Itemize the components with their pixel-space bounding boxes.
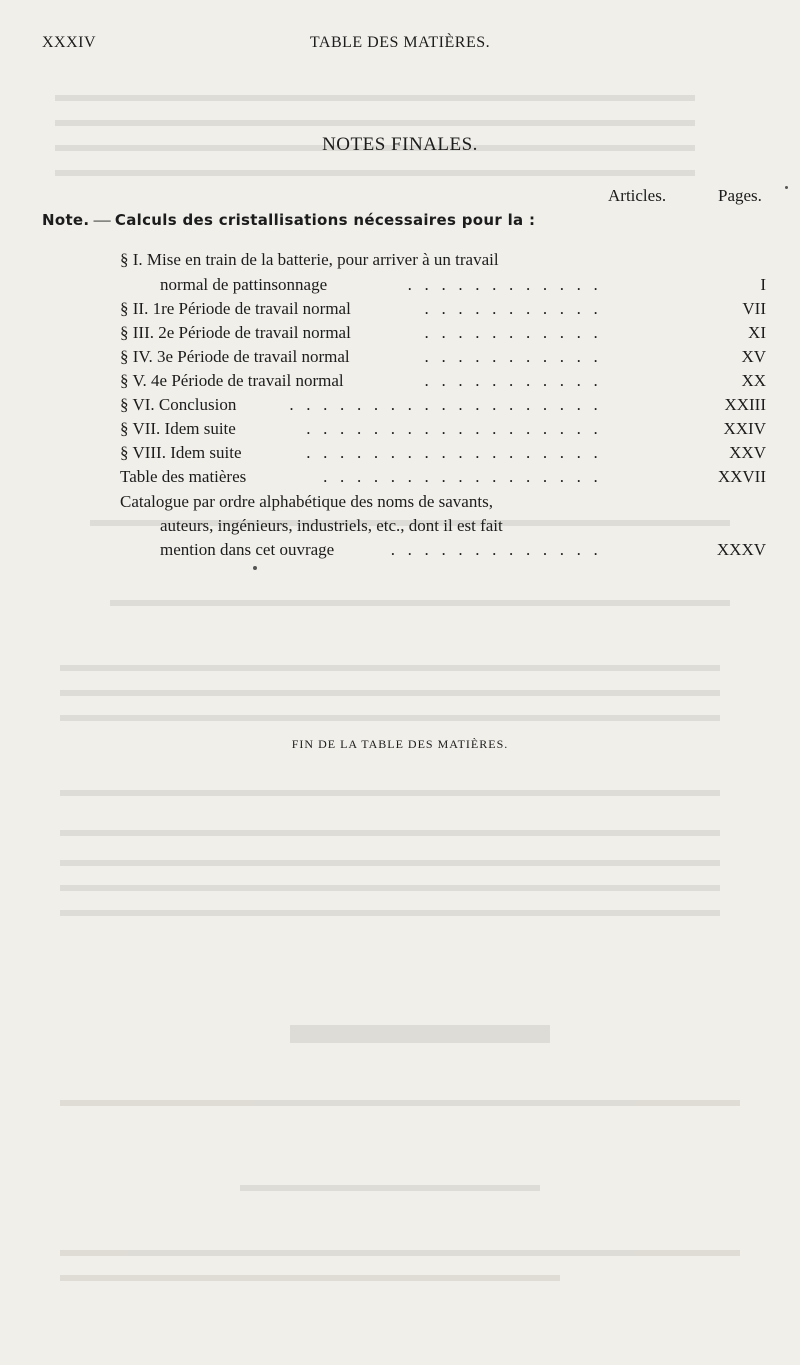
toc-entry[interactable] <box>120 321 770 345</box>
toc-entry[interactable] <box>120 345 770 369</box>
section-title: NOTES FINALES. <box>322 134 478 155</box>
toc-entry-text: Table des matières <box>120 467 247 486</box>
leader-dots: . . . . . . . . . . . <box>424 371 602 390</box>
toc-page-number: XXIV <box>723 419 766 438</box>
toc-entry[interactable] <box>120 369 770 393</box>
toc-page-number: XXVII <box>717 467 766 486</box>
toc-entry-text: Catalogue par ordre alphabétique des noms de savants, <box>120 492 493 511</box>
toc-entry-text: normal de pattinsonnage <box>160 275 328 294</box>
toc-entry-text: § II. 1re Période de travail normal <box>120 299 351 318</box>
toc-entry[interactable] <box>120 441 770 465</box>
toc-entry-text: § VIII. Idem suite <box>120 443 242 462</box>
pages-column-header: Pages. <box>718 186 762 205</box>
leader-dots: . . . . . . . . . . . . . . . . . . <box>306 443 602 462</box>
note-dash: — <box>93 210 111 229</box>
toc-entry[interactable] <box>160 538 770 562</box>
toc-page-number: XXIII <box>724 395 766 414</box>
leader-dots: . . . . . . . . . . . . <box>407 275 602 294</box>
toc-entry-text: § V. 4e Période de travail normal <box>120 371 344 390</box>
toc-entry[interactable] <box>160 273 770 297</box>
end-of-table-note: FIN DE LA TABLE DES MATIÈRES. <box>291 737 509 751</box>
toc-page-number: XXV <box>729 443 766 462</box>
toc-entry[interactable] <box>120 393 770 417</box>
leader-dots: . . . . . . . . . . . . . <box>390 540 602 559</box>
toc-entry-label <box>120 248 610 272</box>
toc-entry-label <box>120 490 600 514</box>
toc-entry[interactable] <box>120 297 770 321</box>
toc-page-number: XI <box>748 323 766 342</box>
note-heading-text: Calculs des cristallisations nécessaires pour la : <box>114 211 536 229</box>
note-label: Note. <box>42 211 90 229</box>
toc-entry-text: § VII. Idem suite <box>120 419 236 438</box>
toc-page-number: XV <box>741 347 766 366</box>
toc-entry-text: § I. Mise en train de la batterie, pour arriver à un travail <box>120 250 499 269</box>
ink-speck <box>785 186 788 189</box>
ink-speck <box>253 566 257 570</box>
toc-entry-continuation <box>160 514 600 538</box>
toc-entry-text: mention dans cet ouvrage <box>160 540 335 559</box>
toc-entry[interactable] <box>120 417 770 441</box>
toc-entry-text: § IV. 3e Période de travail normal <box>120 347 350 366</box>
toc-entry-text: auteurs, ingénieurs, industriels, etc., dont il est fait <box>160 516 503 535</box>
leader-dots: . . . . . . . . . . . . . . . . . . . <box>289 395 602 414</box>
toc-page-number: XX <box>741 371 766 390</box>
toc-page-number: VII <box>742 299 766 318</box>
leader-dots: . . . . . . . . . . . . . . . . . <box>323 467 602 486</box>
leader-dots: . . . . . . . . . . . <box>424 323 602 342</box>
toc-page-number: XXXV <box>716 540 766 559</box>
column-headers <box>0 186 800 208</box>
leader-dots: . . . . . . . . . . . <box>424 347 602 366</box>
toc-entry[interactable] <box>120 465 770 489</box>
leader-dots: . . . . . . . . . . . . . . . . . . <box>306 419 602 438</box>
toc-page-number: I <box>760 275 766 294</box>
toc-entry-text: § VI. Conclusion <box>120 395 237 414</box>
note-heading <box>42 210 740 230</box>
articles-column-header: Articles. <box>608 186 667 205</box>
toc-entry-text: § III. 2e Période de travail normal <box>120 323 351 342</box>
page-folio: XXXIV <box>42 34 97 51</box>
running-title: TABLE DES MATIÈRES. <box>309 34 491 51</box>
running-head <box>42 34 758 56</box>
leader-dots: . . . . . . . . . . . <box>424 299 602 318</box>
